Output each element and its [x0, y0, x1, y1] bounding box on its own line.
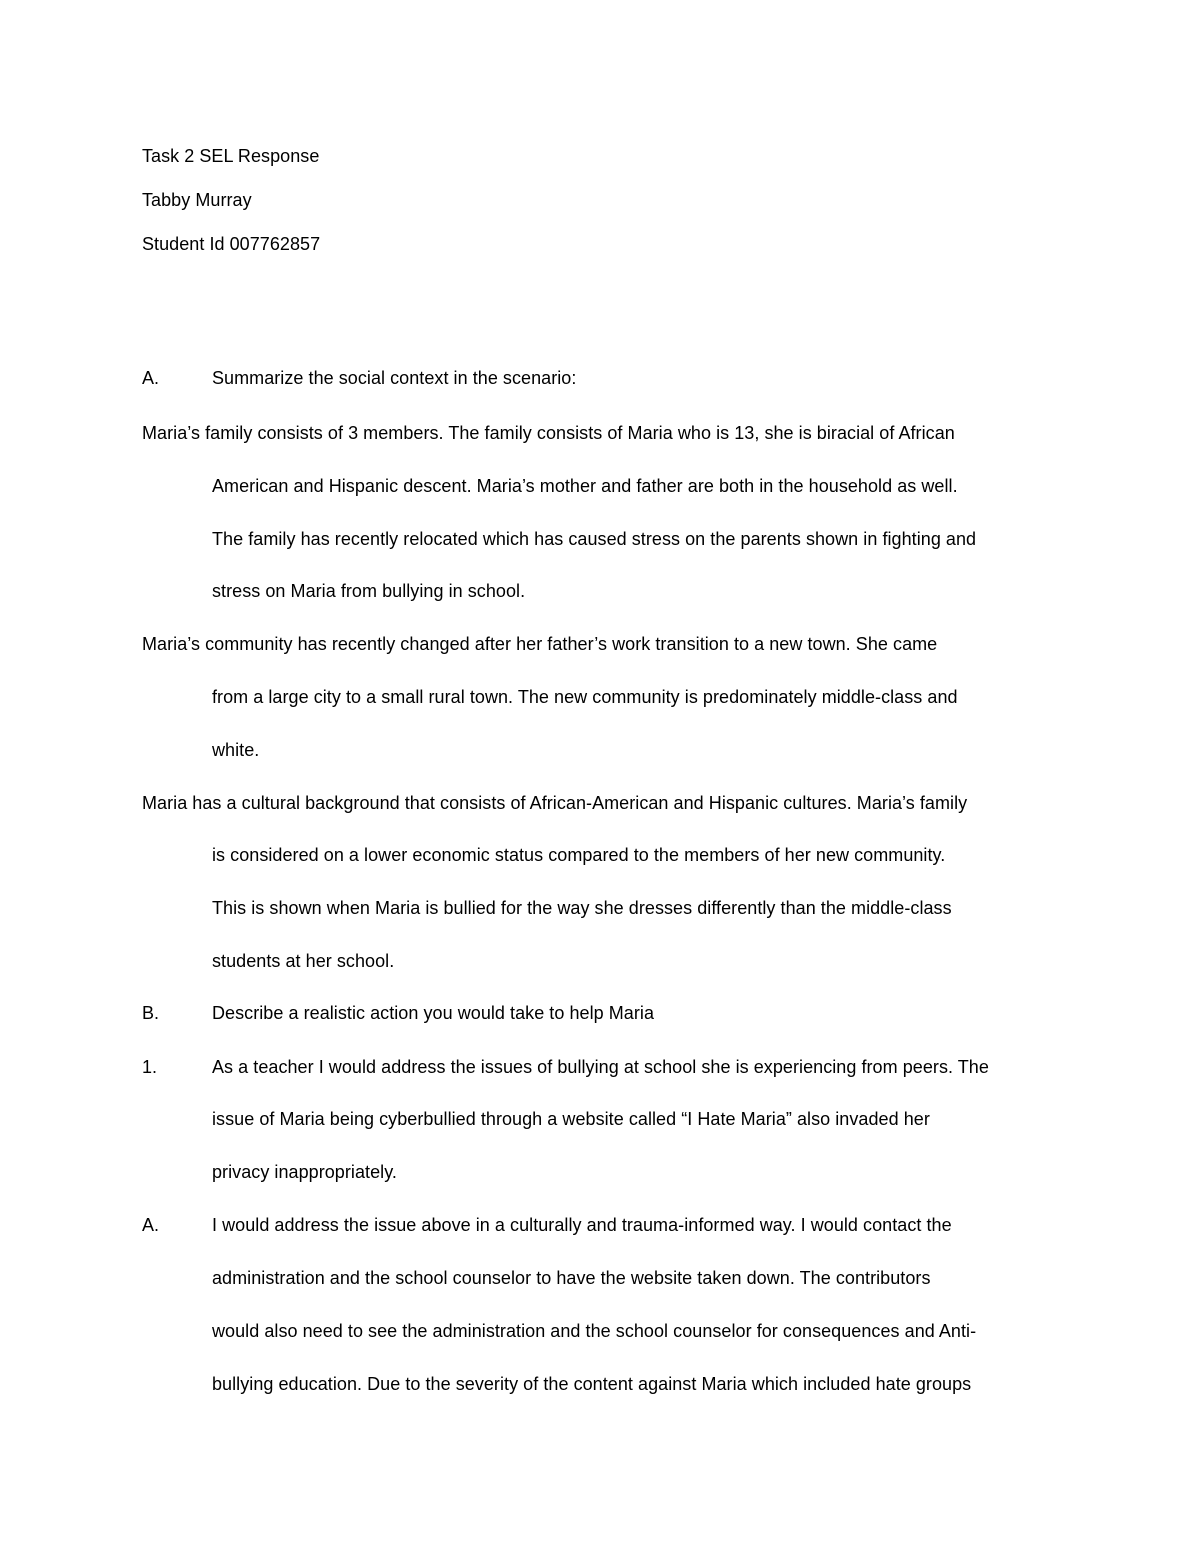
section-a-marker: A. — [142, 368, 160, 388]
paragraph-line: Maria’s family consists of 3 members. The family consists of Maria who is 13, she is biracial of African — [142, 423, 955, 443]
item-line: would also need to see the administration and the school counselor for consequences and Anti- — [212, 1321, 977, 1341]
document-title: Task 2 SEL Response — [142, 146, 320, 166]
item-line: administration and the school counselor to have the website taken down. The contributors — [212, 1268, 931, 1288]
section-a-heading: Summarize the social context in the scenario: — [212, 368, 577, 388]
paragraph-line: American and Hispanic descent. Maria’s mother and father are both in the household as well. — [212, 476, 958, 496]
paragraph-line: Maria’s community has recently changed after her father’s work transition to a new town. She came — [142, 634, 938, 654]
paragraph-line: from a large city to a small rural town. The new community is predominately middle-class and — [212, 687, 958, 707]
student-id: Student Id 007762857 — [142, 234, 321, 254]
paragraph-line: This is shown when Maria is bullied for the way she dresses differently than the middle-class — [212, 898, 952, 918]
item-line: I would address the issue above in a culturally and trauma-informed way. I would contact the — [212, 1215, 952, 1235]
paragraph-line: stress on Maria from bullying in school. — [212, 581, 526, 601]
section-b-heading: Describe a realistic action you would take to help Maria — [212, 1003, 655, 1023]
item-line: privacy inappropriately. — [212, 1162, 397, 1182]
author-name: Tabby Murray — [142, 190, 252, 210]
item-line: As a teacher I would address the issues of bullying at school she is experiencing from peers. The — [212, 1057, 989, 1077]
section-b-marker: B. — [142, 1003, 160, 1023]
item-line: issue of Maria being cyberbullied through a website called “I Hate Maria” also invaded her — [212, 1109, 930, 1129]
paragraph-line: is considered on a lower economic status compared to the members of her new community. — [212, 845, 946, 865]
item-1-marker: 1. — [142, 1057, 158, 1077]
paragraph-line: Maria has a cultural background that consists of African-American and Hispanic cultures. Maria’s family — [142, 793, 968, 813]
item-line: bullying education. Due to the severity of the content against Maria which included hate groups — [212, 1374, 972, 1394]
paragraph-line: students at her school. — [212, 951, 395, 971]
paragraph-line: white. — [212, 740, 260, 760]
paragraph-line: The family has recently relocated which has caused stress on the parents shown in fighting and — [212, 529, 977, 549]
item-a-marker: A. — [142, 1215, 160, 1235]
